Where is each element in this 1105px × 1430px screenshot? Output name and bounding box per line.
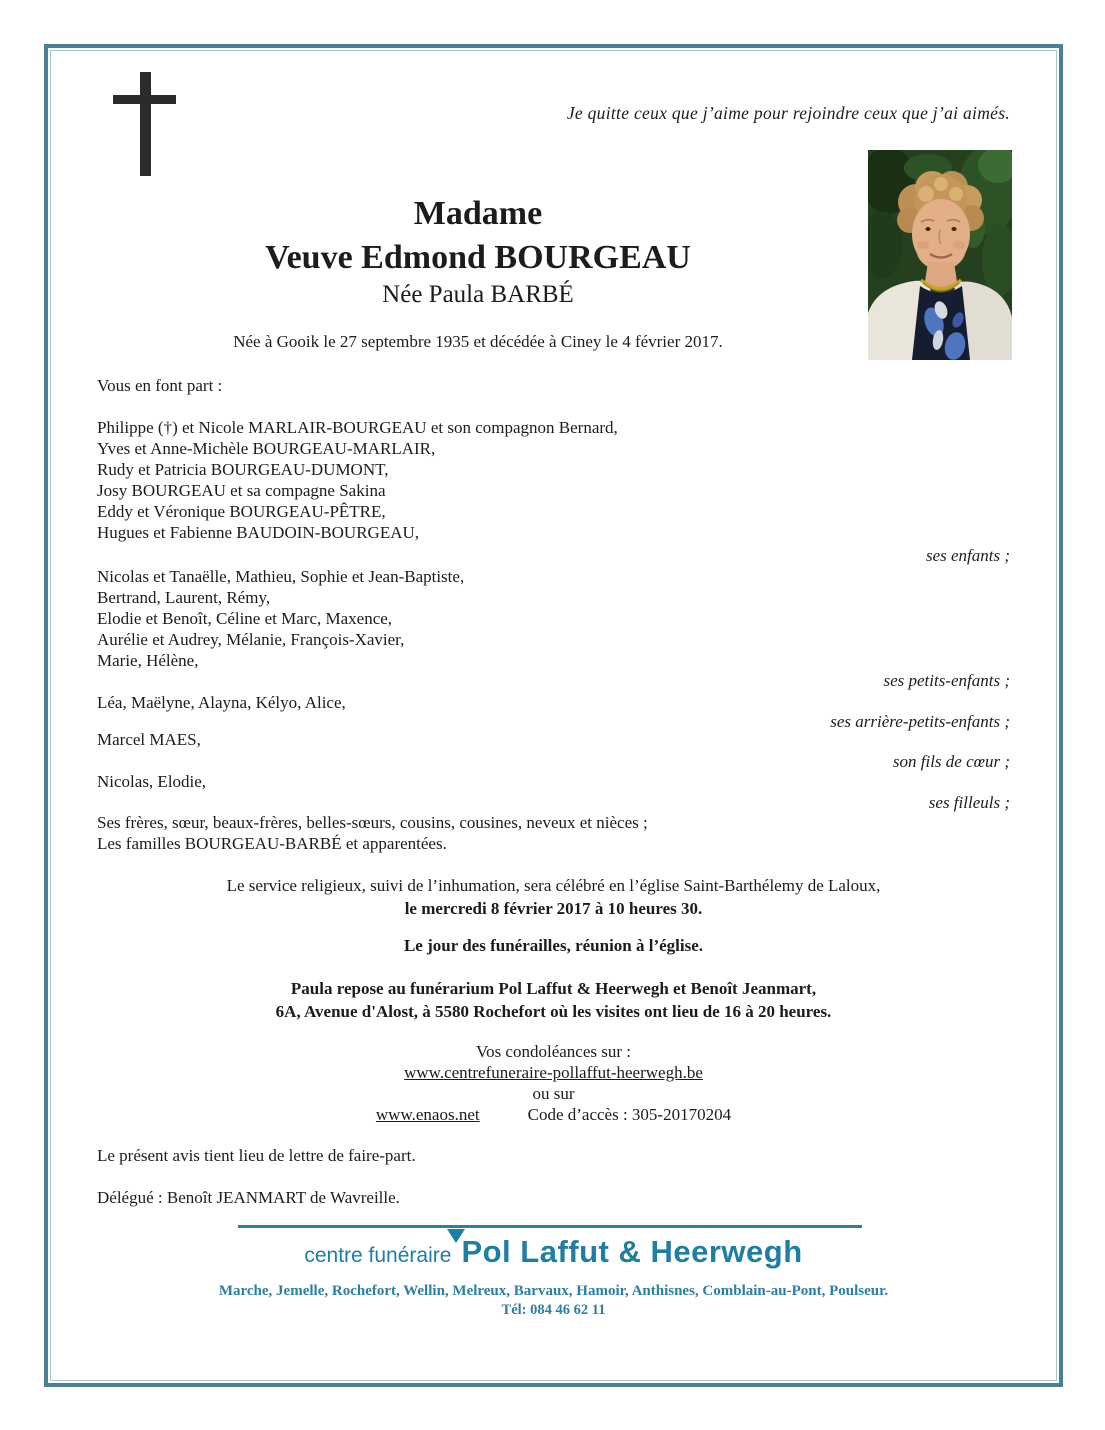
birth-death-line: Née à Gooik le 27 septembre 1935 et décédée à Ciney le 4 février 2017. (233, 332, 723, 351)
grandchildren-line: Aurélie et Audrey, Mélanie, François-Xavier, (97, 630, 405, 649)
page-border-frame (44, 44, 1063, 1387)
children-line: Eddy et Véronique BOURGEAU-PÊTRE, (97, 502, 386, 521)
condolences-intro: Vos condoléances sur : (475, 1042, 632, 1061)
condolences-url-row (51, 1062, 1056, 1083)
grandchildren-list (97, 566, 876, 671)
children-line: Yves et Anne-Michèle BOURGEAU-MARLAIR, (97, 439, 436, 458)
notice-line: Le présent avis tient lieu de lettre de faire-part. (97, 1146, 416, 1165)
godchildren-label: ses filleuls ; (928, 793, 1010, 812)
brand-prefix (304, 1245, 451, 1266)
repose-line-1: Paula repose au funérarium Pol Laffut & Heerwegh et Benoît Jeanmart, (290, 979, 817, 998)
grandchildren-label: ses petits-enfants ; (883, 671, 1010, 690)
children-line: Rudy et Patricia BOURGEAU-DUMONT, (97, 460, 389, 479)
great-grandchildren-label: ses arrière-petits-enfants ; (830, 712, 1010, 731)
condolences-or: ou sur (532, 1084, 575, 1103)
great-grandchildren-line: Léa, Maëlyne, Alayna, Kélyo, Alice, (97, 693, 346, 712)
epitaph-quote: Je quitte ceux que j’aime pour rejoindre ceux que j’ai aimés. (566, 103, 1010, 123)
godchildren-line: Nicolas, Elodie, (97, 772, 207, 791)
grandchildren-line: Marie, Hélène, (97, 651, 199, 670)
triangle-down-icon (447, 1229, 465, 1243)
announcement-content (51, 51, 1056, 1380)
title-madame: Madame (413, 195, 543, 232)
repose-line-2: 6A, Avenue d'Alost, à 5580 Rochefort où les visites ont lieu de 16 à 20 heures. (275, 1002, 832, 1021)
locations-line: Marche, Jemelle, Rochefort, Wellin, Melreux, Barvaux, Hamoir, Anthisnes, Comblain-au-Pont, Poulseur. (218, 1283, 889, 1299)
relatives-line-1: Ses frères, sœur, beaux-frères, belles-sœurs, cousins, cousines, neveux et nièces ; (97, 813, 648, 832)
phone-line: Tél: 084 46 62 11 (501, 1302, 606, 1318)
children-line: Philippe (†) et Nicole MARLAIR-BOURGEAU et son compagnon Bernard, (97, 418, 618, 437)
cross-icon-horizontal-bar (113, 95, 176, 104)
title-name: Veuve Edmond BOURGEAU (265, 239, 691, 276)
delegate-line: Délégué : Benoît JEANMART de Wavreille. (97, 1188, 400, 1207)
heart-son-label: son fils de cœur ; (892, 752, 1010, 771)
relatives-line-2: Les familles BOURGEAU-BARBÉ et apparentées. (97, 834, 447, 853)
cross-icon (113, 72, 177, 176)
title-maiden-name: Née Paula BARBÉ (382, 281, 574, 308)
children-line: Hugues et Fabienne BAUDOIN-BOURGEAU, (97, 523, 420, 542)
title-block (51, 191, 905, 311)
intro-line: Vous en font part : (97, 376, 223, 395)
children-line: Josy BOURGEAU et sa compagne Sakina (97, 481, 386, 500)
grandchildren-line: Bertrand, Laurent, Rémy, (97, 588, 271, 607)
enaos-row (51, 1104, 1056, 1125)
heart-son-line: Marcel MAES, (97, 730, 201, 749)
brand-name: Pol Laffut & Heerwegh (461, 1234, 803, 1269)
footer-separator-line (238, 1225, 862, 1228)
funeral-home-logo (51, 1234, 1056, 1269)
condolences-url-secondary[interactable]: www.enaos.net (375, 1105, 480, 1124)
children-list (97, 417, 876, 543)
service-line-1: Le service religieux, suivi de l’inhumation, sera célébré en l’église Saint-Barthélemy de Laloux, (226, 876, 881, 895)
access-code: Code d’accès : 305-20170204 (527, 1105, 732, 1124)
reunion-line: Le jour des funérailles, réunion à l’église. (403, 936, 704, 955)
page-border-inner-line (50, 50, 1057, 1381)
grandchildren-line: Elodie et Benoît, Céline et Marc, Maxence, (97, 609, 393, 628)
grandchildren-line: Nicolas et Tanaëlle, Mathieu, Sophie et Jean-Baptiste, (97, 567, 465, 586)
condolences-url-primary[interactable]: www.centrefuneraire-pollaffut-heerwegh.be (404, 1063, 703, 1082)
cross-icon-vertical-bar (140, 72, 151, 176)
children-label: ses enfants ; (925, 546, 1010, 565)
service-line-2: le mercredi 8 février 2017 à 10 heures 30. (404, 899, 703, 918)
brand-prefix-label: centre funéraire (304, 1244, 452, 1267)
